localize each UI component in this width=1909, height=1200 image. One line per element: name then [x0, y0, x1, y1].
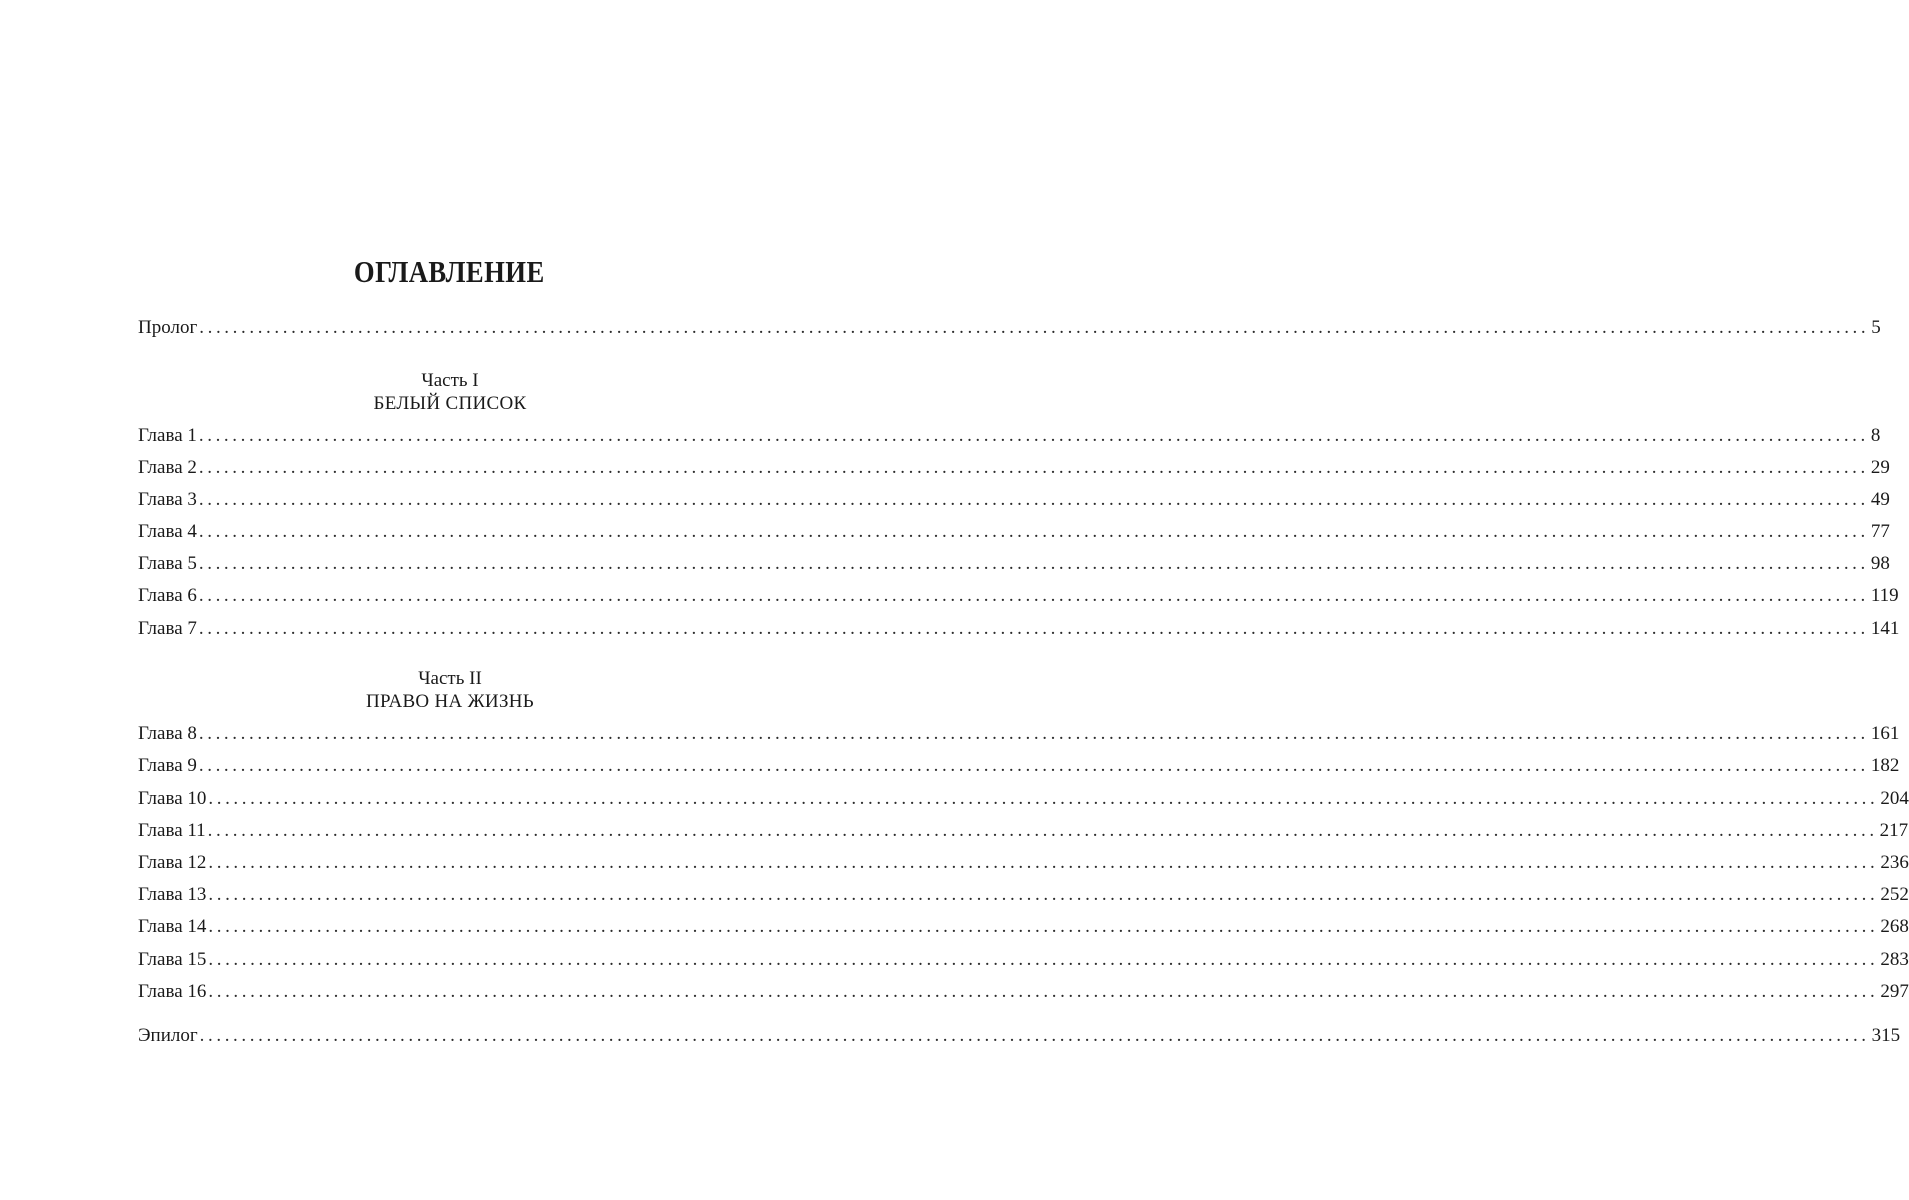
- entry-page-number: 297: [1880, 981, 1909, 1002]
- toc-entry-chapter: [138, 617, 1900, 641]
- leader-dots: ........................................................................................................................................................................................................: [199, 1025, 1870, 1046]
- entry-label: Глава 10: [138, 788, 207, 809]
- entry-label: Эпилог: [138, 1025, 198, 1046]
- entry-page-number: 315: [1871, 1025, 1901, 1046]
- toc-entry-chapter: [138, 520, 1890, 544]
- entry-label: Глава 11: [138, 820, 206, 841]
- entry-label: Глава 12: [138, 852, 207, 873]
- entry-page-number: 182: [1870, 755, 1900, 776]
- leader-dots: ........................................................................................................................................................................................................: [198, 723, 1869, 744]
- entry-label: Глава 8: [138, 723, 197, 744]
- leader-dots: ........................................................................................................................................................................................................: [198, 457, 1869, 478]
- entry-label: Глава 3: [138, 489, 197, 510]
- entry-label: Глава 2: [138, 457, 197, 478]
- entry-label: Глава 16: [138, 981, 207, 1002]
- toc-entry-chapter: [138, 488, 1890, 512]
- entry-label: Глава 4: [138, 521, 197, 542]
- toc-entry-epilogue: [138, 1024, 1901, 1048]
- entry-label: Глава 14: [138, 916, 207, 937]
- toc-entry-chapter: [138, 883, 1909, 907]
- entry-label: Глава 13: [138, 884, 207, 905]
- toc-entry-prologue: [138, 316, 1881, 340]
- entry-page-number: 77: [1870, 521, 1890, 542]
- leader-dots: ........................................................................................................................................................................................................: [198, 755, 1869, 776]
- entry-page-number: 204: [1880, 788, 1909, 809]
- leader-dots: ........................................................................................................................................................................................................: [208, 949, 1879, 970]
- leader-dots: ........................................................................................................................................................................................................: [198, 585, 1869, 606]
- part-2-number: Часть II: [418, 668, 482, 689]
- entry-label: Глава 15: [138, 949, 207, 970]
- leader-dots: ........................................................................................................................................................................................................: [198, 489, 1869, 510]
- entry-label: Глава 6: [138, 585, 197, 606]
- entry-page-number: 236: [1880, 852, 1909, 873]
- toc-entry-chapter: [138, 754, 1900, 778]
- leader-dots: ........................................................................................................................................................................................................: [198, 425, 1869, 446]
- entry-page-number: 161: [1870, 723, 1900, 744]
- entry-label: Глава 9: [138, 755, 197, 776]
- toc-entry-chapter: [138, 819, 1909, 843]
- leader-dots: ........................................................................................................................................................................................................: [199, 317, 1870, 338]
- entry-page-number: 252: [1880, 884, 1909, 905]
- part-2-title: ПРАВО НА ЖИЗНЬ: [365, 691, 534, 712]
- entry-page-number: 283: [1880, 949, 1909, 970]
- leader-dots: ........................................................................................................................................................................................................: [208, 916, 1879, 937]
- entry-page-number: 5: [1871, 317, 1881, 338]
- entry-page-number: 49: [1870, 489, 1890, 510]
- entry-label: Пролог: [138, 317, 198, 338]
- entry-page-number: 119: [1870, 585, 1899, 606]
- toc-entry-chapter: [138, 948, 1909, 972]
- part-1-title: БЕЛЫЙ СПИСОК: [373, 393, 527, 414]
- leader-dots: ........................................................................................................................................................................................................: [207, 820, 1878, 841]
- entry-label: Глава 7: [138, 618, 197, 639]
- toc-entry-chapter: [138, 915, 1909, 939]
- entry-page-number: 98: [1870, 553, 1890, 574]
- toc-entry-chapter: [138, 584, 1899, 608]
- toc-entry-chapter: [138, 787, 1909, 811]
- entry-page-number: 141: [1870, 618, 1900, 639]
- entry-page-number: 29: [1870, 457, 1890, 478]
- toc-entry-chapter: [138, 424, 1881, 448]
- toc-entry-chapter: [138, 851, 1909, 875]
- part-1-number: Часть I: [421, 370, 479, 391]
- toc-entry-chapter: [138, 722, 1900, 746]
- toc-entry-chapter: [138, 980, 1909, 1004]
- leader-dots: ........................................................................................................................................................................................................: [198, 553, 1869, 574]
- entry-page-number: 268: [1880, 916, 1909, 937]
- toc-entry-chapter: [138, 456, 1890, 480]
- entry-label: Глава 1: [138, 425, 197, 446]
- leader-dots: ........................................................................................................................................................................................................: [198, 618, 1869, 639]
- leader-dots: ........................................................................................................................................................................................................: [208, 852, 1879, 873]
- leader-dots: ........................................................................................................................................................................................................: [208, 788, 1879, 809]
- toc-entry-chapter: [138, 552, 1890, 576]
- leader-dots: ........................................................................................................................................................................................................: [198, 521, 1869, 542]
- entry-label: Глава 5: [138, 553, 197, 574]
- entry-page-number: 217: [1879, 820, 1909, 841]
- leader-dots: ........................................................................................................................................................................................................: [208, 884, 1879, 905]
- entry-page-number: 8: [1870, 425, 1881, 446]
- toc-title: ОГЛАВЛЕНИЕ: [353, 254, 545, 289]
- leader-dots: ........................................................................................................................................................................................................: [208, 981, 1879, 1002]
